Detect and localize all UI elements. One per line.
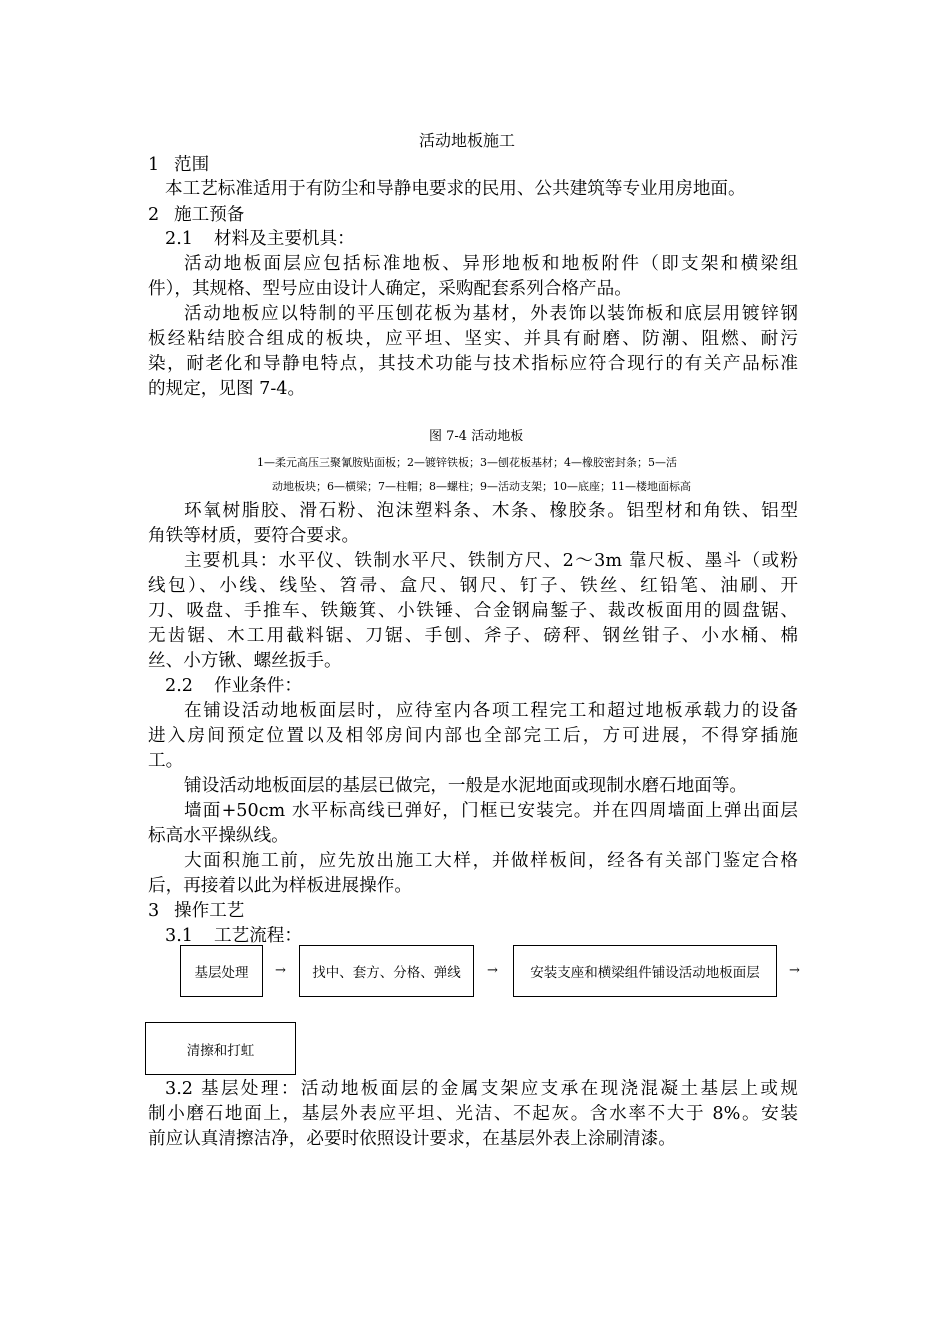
flow-arrow-icon: → [789,963,800,978]
flow-step-base-treatment: 基层处理 [180,945,263,997]
paragraph-line: 环氧树脂胶、滑石粉、泡沫塑料条、木条、橡胶条。铝型材和角铁、铝型 [184,501,798,521]
paragraph-line: 活动地板应以特制的平压刨花板为基材，外表饰以装饰板和底层用镀锌钢 [184,304,798,324]
section-3-1-number: 3.1 [165,926,193,946]
section-2-1-heading: 材料及主要机具： [214,229,355,249]
paragraph-line: 板经粘结胶合组成的板块，应平坦、坚实、并具有耐磨、防潮、阻燃、耐污 [148,329,798,349]
paragraph-line: 染，耐老化和导静电特点，其技术功能与技术指标应符合现行的有关产品标准 [148,354,798,374]
section-1-heading: 范围 [174,155,210,175]
paragraph-line: 制小磨石地面上，基层外表应平坦、光洁、不起灰。含水率不大于 8%。安装 [148,1104,798,1124]
paragraph-line: 3.2 基层处理：活动地板面层的金属支架应支承在现浇混凝土基层上或规 [165,1079,798,1099]
section-3-1-heading: 工艺流程： [214,926,302,946]
flow-step-install-supports: 安装支座和横梁组件铺设活动地板面层 [513,945,777,997]
paragraph-line: 前应认真清擦洁净，必要时依照设计要求，在基层外表上涂刷清漆。 [148,1129,676,1149]
figure-caption: 图 7-4 活动地板 [429,429,524,444]
section-2-2-heading: 作业条件： [214,676,302,696]
section-2-number: 2 [148,205,160,225]
flow-arrow-icon: → [487,963,498,978]
paragraph-line: 工。 [148,751,184,771]
section-2-1-number: 2.1 [165,229,193,249]
paragraph-line: 无齿锯、木工用截料锯、刀锯、手刨、斧子、磅秤、钢丝钳子、小水桶、棉 [148,626,798,646]
flow-step-layout-marking: 找中、套方、分格、弹线 [299,945,474,997]
paragraph-line: 在铺设活动地板面层时，应待室内各项工程完工和超过地板承载力的设备 [184,701,798,721]
paragraph-line: 丝、小方锹、螺丝扳手。 [148,651,342,671]
paragraph-line: 主要机具：水平仪、铁制水平尺、铁制方尺、2～3m 靠尺板、墨斗（或粉 [184,551,798,571]
section-3-heading: 操作工艺 [174,901,245,921]
figure-legend-line: 动地板块；6—横梁；7—柱帽；8—螺柱；9—活动支架；10—底座；11—楼地面标高 [272,480,691,493]
paragraph-line: 墙面+50cm 水平标高线已弹好，门框已安装完。并在四周墙面上弹出面层 [184,801,798,821]
section-2-2-number: 2.2 [165,676,193,696]
paragraph-line: 角铁等材质，要符合要求。 [148,526,360,546]
section-2-heading: 施工预备 [174,205,245,225]
figure-legend-line: 1—柔元高压三聚氰胺贴面板；2—镀锌铁板；3—刨花板基材；4—橡胶密封条；5—活 [257,456,677,469]
flow-arrow-icon: → [275,963,286,978]
section-1-text: 本工艺标准适用于有防尘和导静电要求的民用、公共建筑等专业用房地面。 [165,179,746,199]
paragraph-line: 铺设活动地板面层的基层已做完，一般是水泥地面或现制水磨石地面等。 [184,776,748,796]
flow-step-cleaning-waxing: 清擦和打虹 [145,1022,296,1075]
paragraph-line: 的规定，见图 7-4。 [148,379,306,399]
paragraph-line: 标高水平操纵线。 [148,826,289,846]
paragraph-line: 后，再接着以此为样板进展操作。 [148,876,412,896]
paragraph-line: 大面积施工前，应先放出施工大样，并做样板间，经各有关部门鉴定合格 [184,851,798,871]
section-3-number: 3 [148,901,160,921]
paragraph-line: 件），其规格、型号应由设计人确定，采购配套系列合格产品。 [148,279,632,299]
paragraph-line: 刀、吸盘、手推车、铁簸箕、小铁锤、合金钢扁錾子、裁改板面用的圆盘锯、 [148,601,798,621]
page-title: 活动地板施工 [419,131,516,150]
paragraph-line: 进入房间预定位置以及相邻房间内部也全部完工后，方可进展，不得穿插施 [148,726,798,746]
paragraph-line: 活动地板面层应包括标准地板、异形地板和地板附件（即支架和横梁组 [184,254,798,274]
section-1-number: 1 [148,155,160,175]
paragraph-line: 线包）、小线、线坠、笤帚、盒尺、钢尺、钉子、铁丝、红铅笔、油刷、开 [148,576,798,596]
